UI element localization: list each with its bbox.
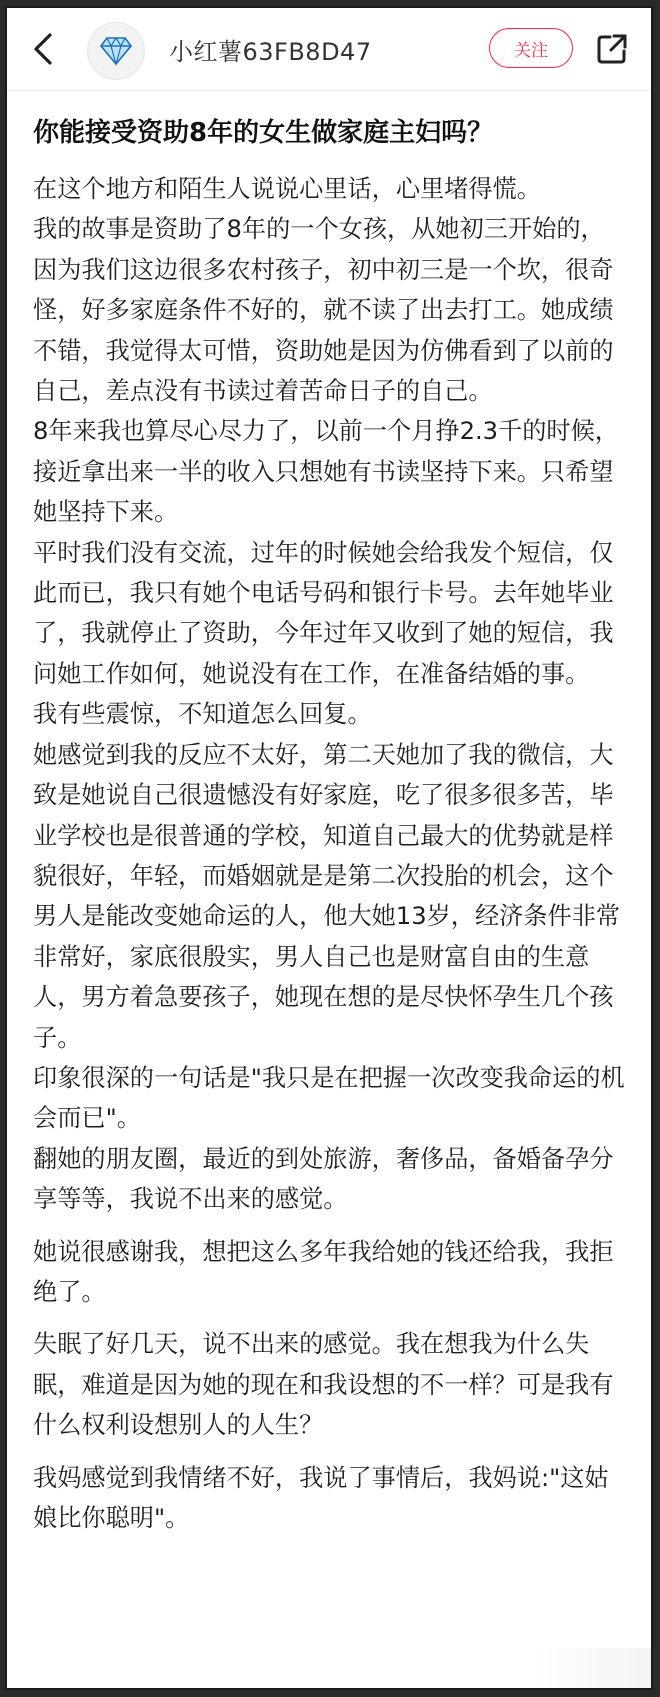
share-icon	[595, 32, 629, 66]
back-button[interactable]	[29, 32, 57, 66]
post-paragraph: 我的故事是资助了8年的一个女孩，从她初三开始的，因为我们这边很多农村孩子，初中初三是一个坎，很奇怪，好多家庭条件不好的，就不读了出去打工。她成绩不错，我觉得太可惜，资助她是因为仿佛看到了以前的自己，差点没有书读过着苦命日子的自己。	[33, 215, 614, 406]
diamond-icon	[99, 36, 133, 66]
post-content	[7, 91, 651, 1538]
username[interactable]: 小红薯63FB8D47	[169, 38, 372, 66]
chevron-left-icon	[32, 32, 54, 66]
post-paragraph: 她感觉到我的反应不太好，第二天她加了我的微信，大致是她说自己很遗憾没有好家庭，吃了很多很多苦，毕业学校也是很普通的学校，知道自己最大的优势就是样貌很好，年轻，而婚姻就是是第二次投胎的机会，这个男人是能改变她命运的人，他大她13岁，经济条件非常非常好，家底很殷实，男人自己也是财富自由的生意人，男方着急要孩子，她现在想的是尽快怀孕生几个孩子。	[33, 740, 621, 1052]
post-paragraph: 印象很深的一句话是"我只是在把握一次改变我命运的机会而已"。	[33, 1063, 625, 1133]
avatar[interactable]	[87, 22, 145, 80]
post-detail-screen	[5, 6, 653, 1690]
post-paragraph: 她说很感谢我，想把这么多年我给她的钱还给我，我拒绝了。	[33, 1237, 614, 1306]
post-paragraph: 我有些震惊，不知道怎么回复。	[33, 700, 372, 729]
post-paragraph: 我妈感觉到我情绪不好，我说了事情后，我妈说:"这姑娘比你聪明"。	[33, 1463, 609, 1532]
post-paragraph: 8年来我也算尽心尽力了，以前一个月挣2.3千的时候，接近拿出来一半的收入只想她有书读坚持下来。只希望她坚持下来。	[33, 417, 619, 527]
post-paragraph: 失眠了好几天，说不出来的感觉。我在想我为什么失眠，难道是因为她的现在和我设想的不一样？可是我有什么权利设想别人的人生？	[33, 1330, 614, 1440]
share-button[interactable]	[593, 30, 631, 68]
post-paragraph: 在这个地方和陌生人说说心里话，心里堵得慌。	[33, 175, 541, 203]
corner-shade	[531, 1648, 651, 1688]
post-paragraph: 平时我们没有交流，过年的时候她会给我发个短信，仅此而已，我只有她个电话号码和银行卡号。去年她毕业了，我就停止了资助，今年过年又收到了她的短信，我问她工作如何，她说没有在工作，在准备结婚的事。	[33, 538, 614, 688]
post-paragraph: 翻她的朋友圈，最近的到处旅游，奢侈品，备婚备孕分享等等，我说不出来的感觉。	[33, 1144, 614, 1214]
top-bar	[7, 8, 651, 91]
follow-button[interactable]: 关注	[489, 28, 573, 68]
post-title: 你能接受资助8年的女生做家庭主妇吗？	[33, 118, 494, 148]
